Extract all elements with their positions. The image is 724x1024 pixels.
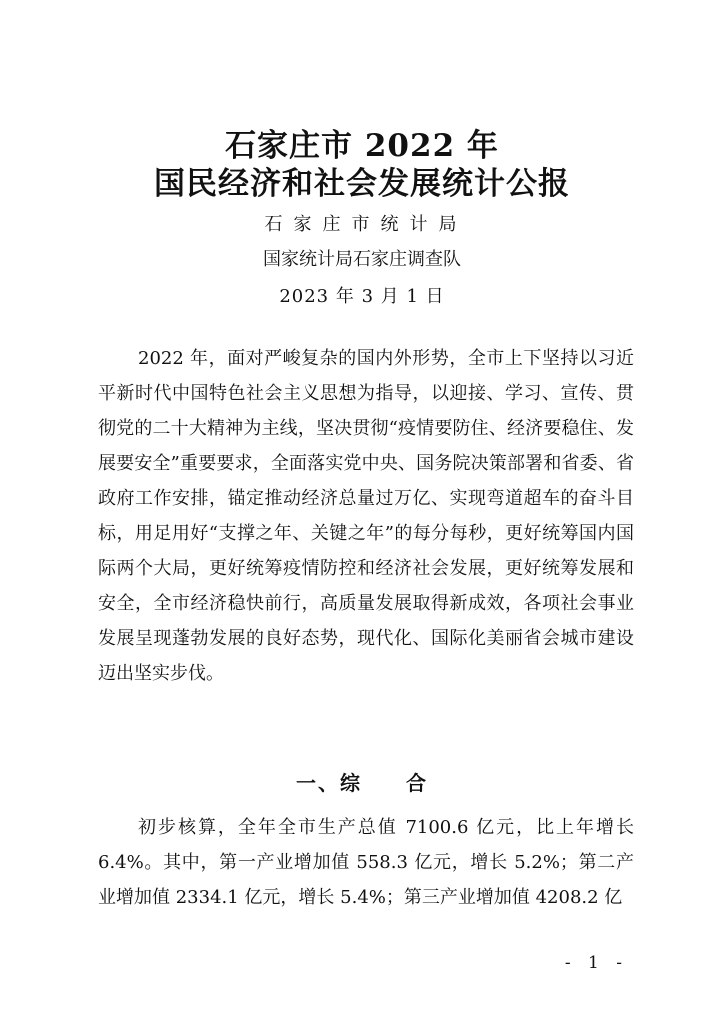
intro-paragraph: 2022 年，面对严峻复杂的国内外形势，全市上下坚持以习近平新时代中国特色社会主义思想为指导，以迎接、学习、宣传、贯彻党的二十大精神为主线，坚决贯彻“疫情要防住、经济要稳住、发展要安全”重要要求，全面落实党中央、国务院决策部署和省委、省政府工作安排，锚定推动经济总量过万亿、实现弯道超车的奋斗目标，用足用好“支撑之年、关键之年”的每分每秒，更好统筹国内国际两个大局，更好统筹疫情防控和经济社会发展，更好统筹发展和安全，全市经济稳快前行，高质量发展取得新成效，各项社会事业发展呈现蓬勃发展的良好态势，现代化、国际化美丽省会城市建设迈出坚实步伐。 bbox=[98, 348, 634, 684]
report-title-line2: 国民经济和社会发展统计公报 bbox=[154, 166, 570, 202]
section-heading-overview: 一、综 合 bbox=[296, 771, 428, 795]
report-title-line1: 石家庄市 2022 年 bbox=[225, 128, 499, 164]
issuer-statistics-bureau: 石家庄市统计局 bbox=[264, 214, 468, 235]
overview-paragraph: 初步核算，全年全市生产总值 7100.6 亿元，比上年增长 6.4%。其中，第一产业增加值 558.3 亿元，增长 5.2%；第二产业增加值 2334.1 亿元，增长 5.4%；第三产业增加值 4208.2 亿 bbox=[98, 817, 634, 908]
page-number: - 1 - bbox=[564, 953, 628, 973]
publication-date: 2023 年 3 月 1 日 bbox=[279, 286, 445, 307]
issuer-survey-team: 国家统计局石家庄调查队 bbox=[263, 249, 461, 270]
